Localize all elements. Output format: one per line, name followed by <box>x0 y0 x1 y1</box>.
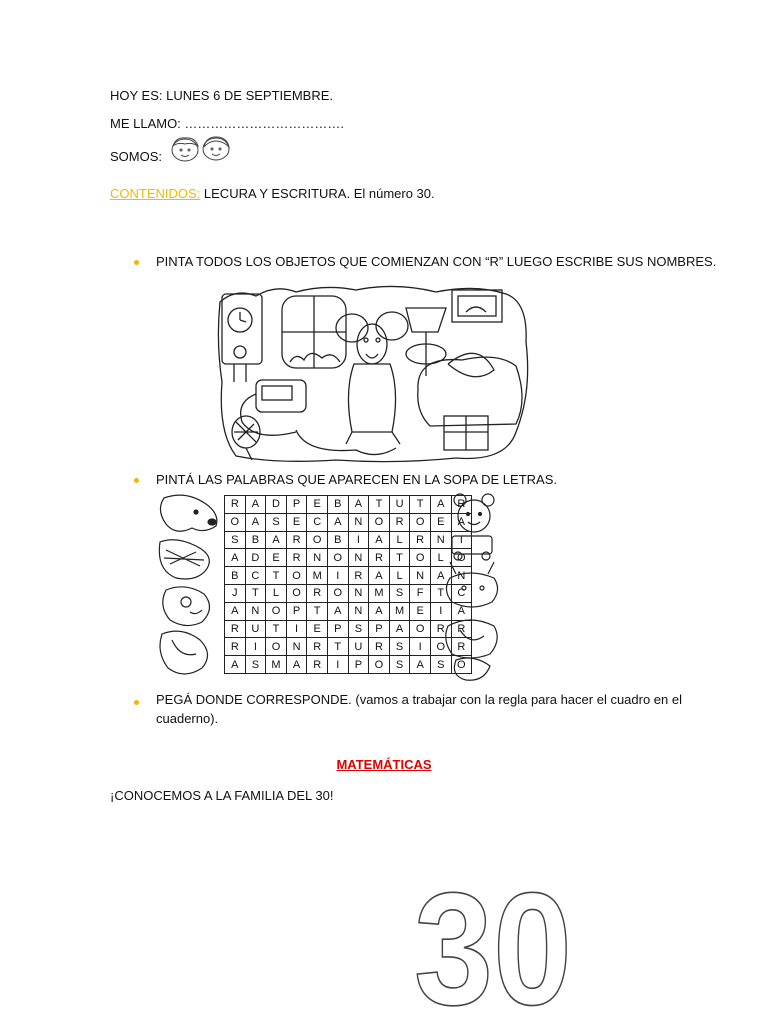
word-search-cell: C <box>307 513 328 531</box>
word-search-cell: O <box>451 549 472 567</box>
word-search-cell: A <box>245 496 266 514</box>
bullet-3 <box>134 700 139 705</box>
word-search-cell: U <box>245 620 266 638</box>
word-search-cell: O <box>286 584 307 602</box>
word-search-cell: N <box>348 513 369 531</box>
word-search-cell: I <box>430 602 451 620</box>
word-search-cell: A <box>410 656 431 674</box>
word-search-cell: O <box>410 620 431 638</box>
word-search-cell: S <box>245 656 266 674</box>
word-search-cell: P <box>286 496 307 514</box>
word-search-cell: U <box>348 638 369 656</box>
word-search-cell: T <box>245 584 266 602</box>
word-search-cell: N <box>451 567 472 585</box>
word-search-cell: D <box>266 496 287 514</box>
word-search-cell: N <box>245 602 266 620</box>
word-search-cell: A <box>369 602 390 620</box>
word-search-cell: O <box>369 513 390 531</box>
word-search-cell: N <box>286 638 307 656</box>
word-search-cell: E <box>307 620 328 638</box>
word-search-cell: P <box>327 620 348 638</box>
math-intro: ¡CONOCEMOS A LA FAMILIA DEL 30! <box>110 788 334 803</box>
number-30-outline <box>408 872 578 1012</box>
word-search-row <box>225 567 472 585</box>
word-search-cell: A <box>225 549 246 567</box>
word-search-cell: E <box>286 513 307 531</box>
word-search-cell: E <box>430 513 451 531</box>
word-search-row <box>225 602 472 620</box>
word-search-cell: B <box>327 496 348 514</box>
word-search-cell: A <box>451 602 472 620</box>
word-search-cell: O <box>266 638 287 656</box>
word-search-cell: P <box>369 620 390 638</box>
word-search-cell: A <box>327 602 348 620</box>
word-search-cell: T <box>307 602 328 620</box>
word-search-cell: R <box>307 638 328 656</box>
word-search-cell: R <box>348 567 369 585</box>
word-search-cell: P <box>286 602 307 620</box>
word-search-cell: A <box>286 656 307 674</box>
children-faces-icon <box>168 135 238 163</box>
word-search-cell: N <box>348 549 369 567</box>
word-search-cell: T <box>327 638 348 656</box>
word-search-row <box>225 531 472 549</box>
word-search-cell: R <box>410 531 431 549</box>
word-search-cell: S <box>430 656 451 674</box>
word-search-cell: T <box>451 531 472 549</box>
word-search-cell: A <box>369 531 390 549</box>
word-search-cell: R <box>389 513 410 531</box>
word-search-cell: M <box>389 602 410 620</box>
word-search-cell: A <box>348 496 369 514</box>
word-search-cell: I <box>286 620 307 638</box>
word-search-cell: T <box>369 496 390 514</box>
word-search-cell: R <box>225 496 246 514</box>
word-search-cell: R <box>286 549 307 567</box>
word-search-cell: R <box>451 620 472 638</box>
word-search-cell: A <box>266 531 287 549</box>
word-search-cell: R <box>307 656 328 674</box>
word-search-cell: R <box>369 638 390 656</box>
math-heading: MATEMÁTICAS <box>336 757 432 772</box>
word-search-cell: O <box>451 656 472 674</box>
activity-3-line-1: PEGÁ DONDE CORRESPONDE. (vamos a trabajar con la regla para hacer el cuadro en el <box>156 692 682 707</box>
word-search-cell: A <box>430 567 451 585</box>
word-search-cell: R <box>451 496 472 514</box>
somos-label: SOMOS: <box>110 149 163 164</box>
word-search-cell: L <box>389 567 410 585</box>
word-search-cell: R <box>225 620 246 638</box>
word-search-cell: I <box>327 567 348 585</box>
word-search-cell: B <box>327 531 348 549</box>
word-search-cell: E <box>307 496 328 514</box>
word-search-cell: S <box>389 656 410 674</box>
contents-line <box>110 186 435 201</box>
word-search-cell: O <box>410 513 431 531</box>
mouse-living-room-illustration <box>216 282 532 466</box>
word-search-cell: S <box>266 513 287 531</box>
contents-label: CONTENIDOS: <box>110 186 201 201</box>
word-search-cell: F <box>410 584 431 602</box>
word-search-cell: A <box>245 513 266 531</box>
word-search-cell: O <box>430 638 451 656</box>
word-search-cell: O <box>327 549 348 567</box>
date-line: HOY ES: LUNES 6 DE SEPTIEMBRE. <box>110 88 333 103</box>
word-search-cell: A <box>369 567 390 585</box>
word-search-row <box>225 656 472 674</box>
word-search-grid <box>224 495 472 674</box>
word-search-cell: O <box>266 602 287 620</box>
word-search-cell: B <box>225 567 246 585</box>
word-search-cell: I <box>410 638 431 656</box>
activity-1-text: PINTA TODOS LOS OBJETOS QUE COMIENZAN CON “R” LUEGO ESCRIBE SUS NOMBRES. <box>156 254 717 269</box>
word-search-cell: C <box>451 584 472 602</box>
animal-illustrations-right <box>440 490 506 684</box>
word-search-row <box>225 638 472 656</box>
word-search-cell: N <box>410 567 431 585</box>
number-30-text: 30 <box>414 872 572 1012</box>
name-line: ME LLAMO: ………………………………. <box>110 116 345 131</box>
word-search-cell: M <box>266 656 287 674</box>
word-search-cell: O <box>369 656 390 674</box>
word-search-cell: N <box>307 549 328 567</box>
activity-2-text: PINTÁ LAS PALABRAS QUE APARECEN EN LA SOPA DE LETRAS. <box>156 472 557 487</box>
word-search-cell: R <box>451 638 472 656</box>
word-search-cell: A <box>389 620 410 638</box>
word-search-cell: E <box>410 602 431 620</box>
word-search-cell: N <box>430 531 451 549</box>
word-search-row <box>225 496 472 514</box>
word-search-cell: C <box>245 567 266 585</box>
word-search-cell: R <box>286 531 307 549</box>
word-search-cell: R <box>369 549 390 567</box>
word-search-row <box>225 549 472 567</box>
animal-illustrations-left <box>156 490 226 684</box>
word-search-row <box>225 513 472 531</box>
word-search-cell: O <box>225 513 246 531</box>
word-search-cell: A <box>327 513 348 531</box>
word-search-cell: S <box>389 638 410 656</box>
word-search-cell: I <box>327 656 348 674</box>
word-search-cell: M <box>307 567 328 585</box>
word-search-cell: L <box>430 549 451 567</box>
word-search-cell: I <box>245 638 266 656</box>
word-search-cell: A <box>430 496 451 514</box>
word-search-cell: A <box>225 656 246 674</box>
word-search-table <box>224 495 472 674</box>
word-search-cell: T <box>266 567 287 585</box>
word-search-cell: R <box>225 638 246 656</box>
word-search-cell: L <box>266 584 287 602</box>
activity-3-text <box>156 690 682 728</box>
word-search-cell: N <box>348 584 369 602</box>
word-search-cell: O <box>286 567 307 585</box>
activity-3-line-2: cuaderno). <box>156 711 219 726</box>
word-search-cell: R <box>307 584 328 602</box>
word-search-cell: J <box>225 584 246 602</box>
word-search-cell: T <box>389 549 410 567</box>
word-search-cell: S <box>348 620 369 638</box>
word-search-cell: E <box>266 549 287 567</box>
word-search-row <box>225 620 472 638</box>
word-search-cell: S <box>389 584 410 602</box>
word-search-cell: U <box>389 496 410 514</box>
word-search-cell: T <box>410 496 431 514</box>
word-search-cell: M <box>369 584 390 602</box>
word-search-cell: D <box>245 549 266 567</box>
bullet-2 <box>134 478 139 483</box>
word-search-cell: P <box>348 656 369 674</box>
word-search-cell: B <box>245 531 266 549</box>
word-search-cell: O <box>410 549 431 567</box>
word-search-cell: O <box>307 531 328 549</box>
word-search-cell: T <box>430 584 451 602</box>
word-search-cell: T <box>266 620 287 638</box>
word-search-cell: S <box>225 531 246 549</box>
word-search-cell: L <box>389 531 410 549</box>
word-search-cell: O <box>327 584 348 602</box>
word-search-cell: A <box>451 513 472 531</box>
word-search-cell: R <box>430 620 451 638</box>
word-search-row <box>225 584 472 602</box>
bullet-1 <box>134 260 139 265</box>
word-search-cell: A <box>225 602 246 620</box>
word-search-cell: N <box>348 602 369 620</box>
word-search-cell: I <box>348 531 369 549</box>
contents-text: LECURA Y ESCRITURA. El número 30. <box>200 186 435 201</box>
